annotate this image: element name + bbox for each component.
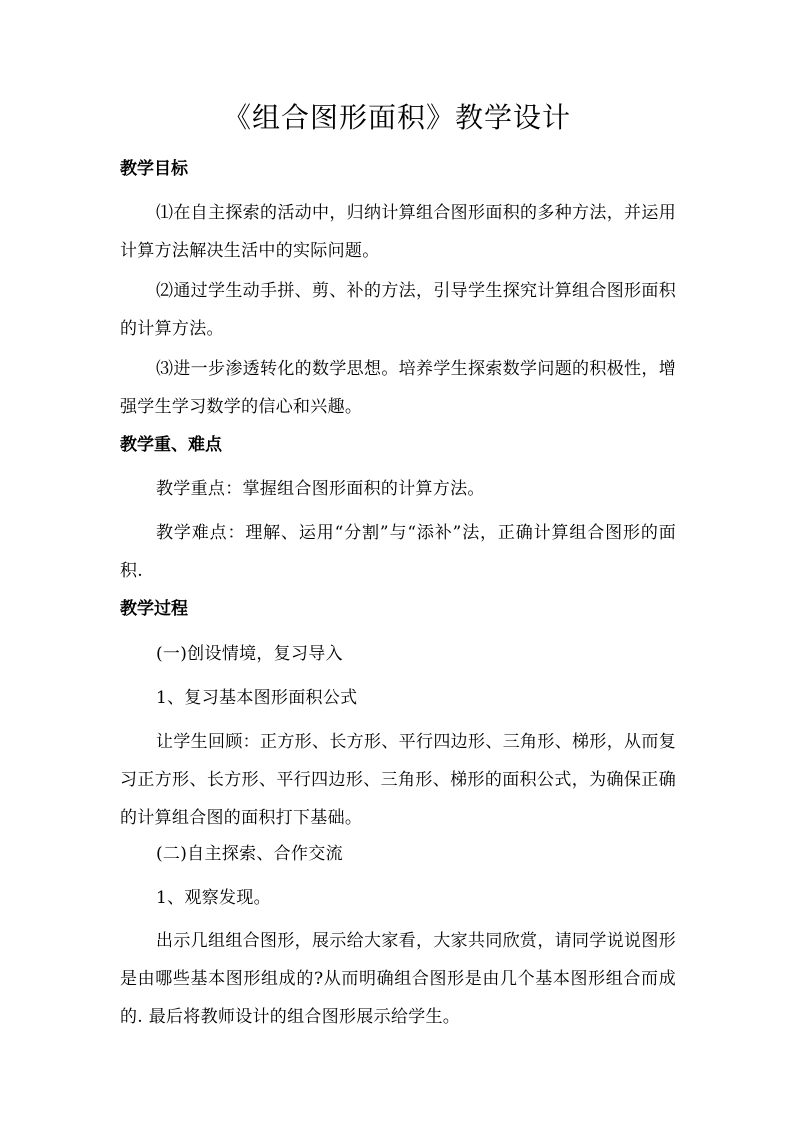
process-step1-title: (一)创设情境，复习导入: [156, 644, 343, 664]
process-step2-text: 出示几组组合图形，展示给大家看，大家共同欣赏，请同学说说图形是由哪些基本图形组成的?从而明确组合图形是由几个基本图形组合而成的. 最后将教师设计的组合图形展示给学生。: [120, 931, 676, 1027]
section-heading-process: 教学过程: [120, 599, 188, 619]
section-heading-keypoints: 教学重、难点: [120, 435, 222, 455]
goal-item-3: ⑶进一步渗透转化的数学思想。培养学生探索数学问题的积极性，增强学生学习数学的信心和兴趣。: [120, 359, 676, 417]
process-step2-subtitle: 1、观察发现。: [156, 888, 271, 908]
document-title: 《组合图形面积》教学设计: [222, 101, 571, 134]
process-step2-title: (二)自主探索、合作交流: [156, 844, 343, 864]
teaching-difficulty: 教学难点：理解、运用“分割”与“添补”法，正确计算组合图形的面积.: [120, 523, 676, 581]
teaching-key-point: 教学重点：掌握组合图形面积的计算方法。: [156, 479, 485, 499]
process-step1-subtitle: 1、复习基本图形面积公式: [156, 688, 358, 708]
process-step1-text: 让学生回顾：正方形、长方形、平行四边形、三角形、梯形，从而复习正方形、长方形、平行四边形、三角形、梯形的面积公式，为确保正确的计算组合图的面积打下基础。: [120, 732, 676, 828]
goal-item-1: ⑴在自主探索的活动中，归纳计算组合图形面积的多种方法，并运用计算方法解决生活中的实际问题。: [120, 203, 676, 261]
goal-item-2: ⑵通过学生动手拼、剪、补的方法，引导学生探究计算组合图形面积的计算方法。: [120, 281, 676, 339]
section-heading-goals: 教学目标: [120, 159, 188, 179]
